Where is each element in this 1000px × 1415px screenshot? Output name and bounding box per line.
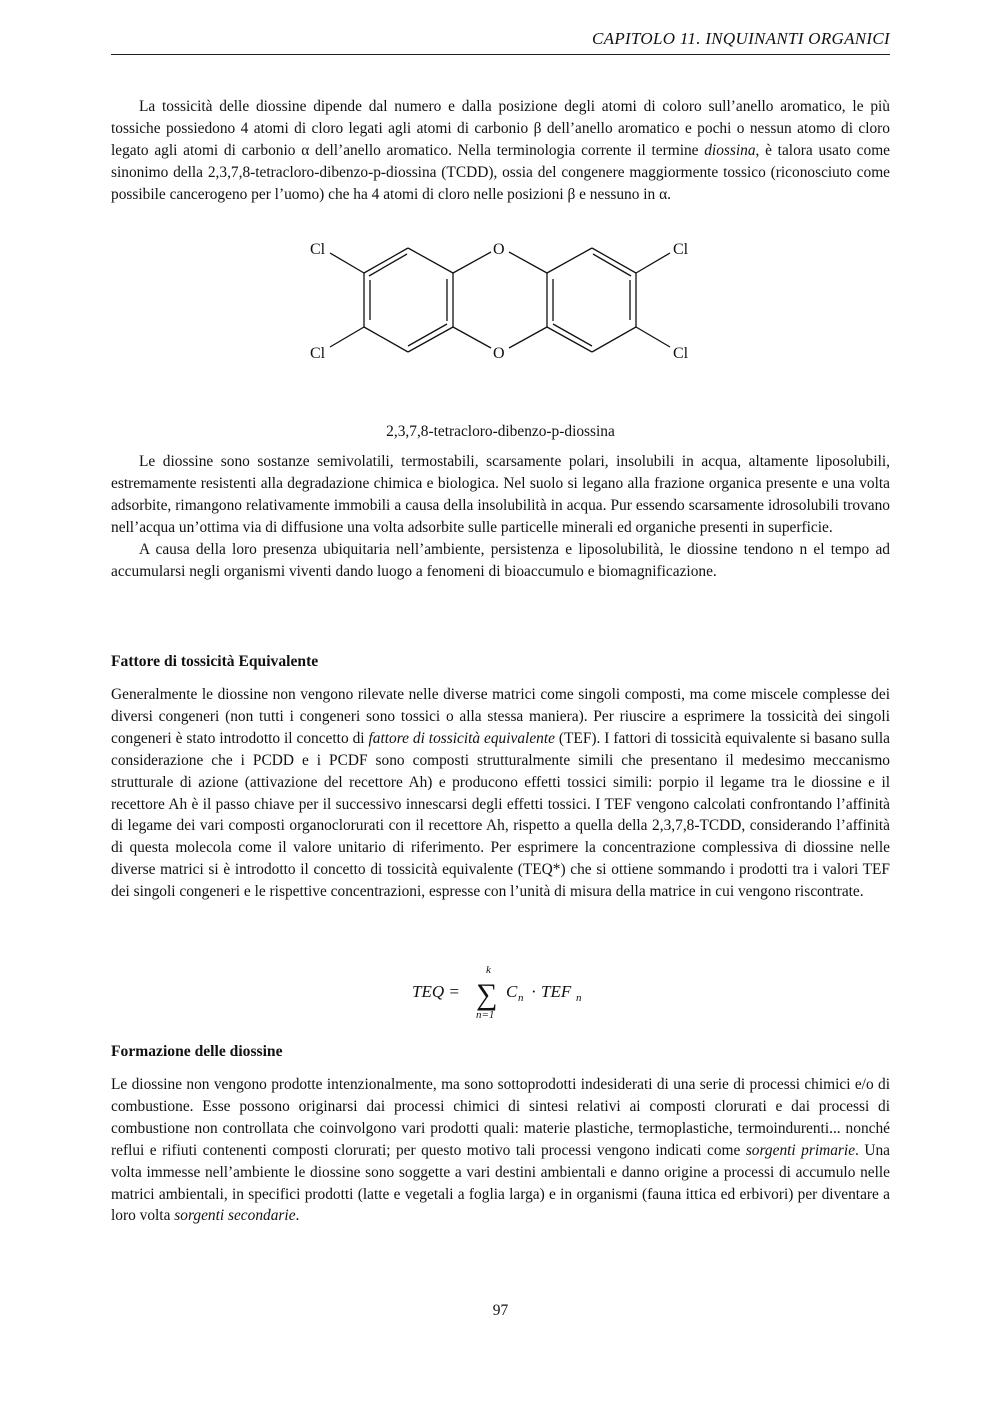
paragraph-text: La tossicità delle diossine dipende dal numero e dalla posizione degli atomi di coloro sull’anello aromatico, le più tossiche possiedono 4 atomi di cloro legati agli atomi di carbonio β dell’anello aromatico e pochi o nessun atomo di cloro legato agli atomi di carbonio α dell’anello aromatico. Nella terminologia corrente il termine (111, 98, 890, 159)
atom-o-bottom: O (493, 345, 505, 362)
tcdd-structure-diagram (300, 232, 700, 370)
teq-formula-svg (410, 960, 610, 1022)
formula-lhs: TEQ = (412, 982, 460, 1001)
formation-paragraph-block (111, 1074, 890, 1227)
paragraph-text: . (295, 1207, 300, 1225)
atom-cl-bottom-right: Cl (673, 345, 689, 362)
emphasis-tef: fattore di tossicità equivalente (368, 729, 555, 747)
tcdd-structure-svg (300, 232, 700, 370)
formula-upper-limit: k (486, 964, 491, 976)
properties-paragraph-block (111, 451, 890, 582)
atom-cl-top-left: Cl (310, 241, 326, 258)
paragraph-text: , è talora usato come sinonimo della 2,3,7,8-tetracloro-dibenzo-p-diossina (TCDD), ossia del congenere maggiormente tossico (riconosciuto come possibile cancerogeno per l’uomo) che ha 4 atomi di cloro nelle posizioni β e nessuno in α. (111, 141, 890, 203)
paragraph-toxicity (111, 96, 890, 206)
page-number: 97 (492, 1302, 509, 1319)
formula-lower-limit: n=1 (476, 1009, 495, 1021)
running-header: CAPITOLO 11. INQUINANTI ORGANICI (592, 29, 890, 48)
formula-term-c: C (506, 982, 518, 1001)
teq-formula (410, 960, 610, 1022)
intro-paragraph-block (111, 96, 890, 206)
emphasis-secondary-sources: sorgenti secondarie (174, 1207, 296, 1225)
paragraph-text: (TEF). I fattori di tossicità equivalente si basano sulla considerazione che i PCDD e i PCDF sono composti strutturalmente simili che presentano il medesimo meccanismo strutturale di azione (attivazione del recettore Ah) e producono effetti tossici simili: porpio il legame tra le diossine e il recettore Ah è il passo chiave per il successivo innescarsi degli effetti tossici. I TEF vengono calcolati confrontando l’affinità di legame dei vari composti organoclorurati con il recettore Ah, rispetto a quella della 2,3,7,8-TCDD, considerando l’affinità di questa molecola come il valore unitario di riferimento. Per esprimere la concentrazione complessiva di diossine nelle diverse matrici si è introdotto il concetto di tossicità equivalente (TEQ*) che si ottiene sommando i prodotti tra i valori TEF dei singoli congeneri e le rispettive concentrazioni, espresse con l’unità di misura della matrice in cui vengono riscontrate. (111, 729, 890, 901)
header-rule (111, 54, 890, 55)
paragraph-tef (111, 684, 890, 903)
section-title-formation: Formazione delle diossine (111, 1043, 283, 1060)
structure-caption: 2,3,7,8-tetracloro-dibenzo-p-diossina (386, 423, 615, 440)
formula-sigma: ∑ (476, 978, 498, 1011)
formula-term-tef: TEF (541, 982, 572, 1001)
paragraph-text: Le diossine non vengono prodotte intenzionalmente, ma sono sottoprodotti indesiderati di una serie di processi chimici e/o di combustione. Esse possono originarsi dai processi chimici di sintesi relativi ai composti clorurati e dai processi di combustione non controllata che coinvolgono vari prodotti quali: materie plastiche, termoplastiche, termoindurenti... nonché reflui e rifiuti contenenti composti clorurati; per questo motivo tali processi vengono indicati come (111, 1076, 890, 1159)
formula-subscript-n1: n (518, 992, 524, 1004)
tef-paragraph-block (111, 684, 890, 903)
paragraph-text: . Una volta immesse nell’ambiente le diossine sono soggette a vari destini ambientali e danno origine a processi di accumulo nelle matrici ambientali, in specifici prodotti (latte e vegetali a foglia larga) e in organismi (fauna ittica ed erbivori) per diventare a loro volta (111, 1141, 890, 1225)
atom-o-top: O (493, 241, 505, 258)
paragraph-bioaccumulation: A causa della loro presenza ubiquitaria nell’ambiente, persistenza e liposolubilità, le diossine tendono n el tempo ad accumularsi negli organismi viventi dando luogo a fenomeni di bioaccumulo e biomagnificazione. (111, 540, 890, 580)
paragraph-text: Generalmente le diossine non vengono rilevate nelle diverse matrici come singoli composti, ma come miscele complesse dei diversi congeneri (non tutti i congeneri sono tossici o alla stessa maniera). Per riuscire a esprimere la tossicità dei singoli congeneri è stato introdotto il concetto di (111, 686, 890, 747)
emphasis-primary-sources: sorgenti primarie (745, 1141, 856, 1159)
atom-cl-top-right: Cl (673, 241, 689, 258)
atom-cl-bottom-left: Cl (310, 345, 326, 362)
formula-subscript-n2: n (576, 992, 582, 1004)
paragraph-formation (111, 1074, 890, 1227)
emphasis-diossina: diossina (704, 141, 756, 159)
paragraph-properties: Le diossine sono sostanze semivolatili, termostabili, scarsamente polari, insolubili in acqua, altamente liposolubili, estremamente resistenti alla degradazione chimica e biologica. Nel suolo si legano alla frazione organica presente e una volta adsorbite, rimangono relativamente immobili a causa della insolubilità in acqua. Pur essendo scarsamente idrosolubili trovano nell’acqua un’ottima via di diffusione una volta adsorbite sulle particelle minerali ed organiche presenti in superficie. (111, 453, 890, 536)
formula-dot: · (531, 982, 537, 1001)
section-title-tef: Fattore di tossicità Equivalente (111, 653, 319, 670)
